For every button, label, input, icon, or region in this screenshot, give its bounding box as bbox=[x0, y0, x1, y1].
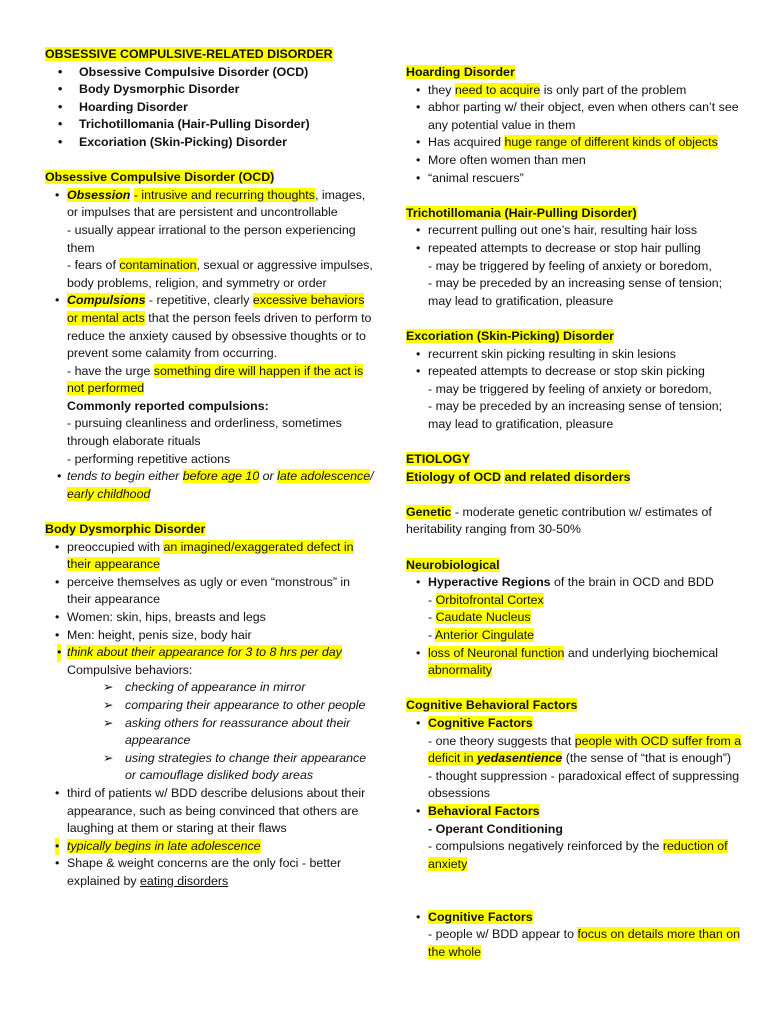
list-item: • Women: skin, hips, breasts and legs bbox=[45, 609, 375, 627]
list-item: • Has acquired huge range of different kinds of objects bbox=[406, 134, 746, 152]
hoarding-heading: Hoarding Disorder bbox=[406, 65, 515, 79]
list-item: • Excoriation (Skin-Picking) Disorder bbox=[45, 134, 375, 152]
list-item: • recurrent skin picking resulting in skin lesions bbox=[406, 346, 746, 364]
bullet-icon: • bbox=[416, 135, 421, 150]
bullet-icon: • bbox=[58, 117, 63, 132]
bdd-heading: Body Dysmorphic Disorder bbox=[45, 522, 206, 537]
bullet-icon: • bbox=[57, 469, 62, 484]
list-item: • Cognitive Factors - people w/ BDD appear to focus on details more than on the whole bbox=[416, 909, 741, 959]
list-item: • “animal rescuers” bbox=[406, 170, 746, 188]
bullet-icon: • bbox=[55, 187, 60, 202]
bullet-icon: • bbox=[57, 644, 61, 662]
arrow-bullet-icon: ➢ bbox=[103, 697, 114, 712]
bullet-icon: • bbox=[416, 223, 421, 238]
list-item: • Cognitive Factors - one theory suggests that people with OCD suffer from a deficit in yedasentience (the sense of “that is enough”) - thought suppression - paradoxical effect of suppressing obsessions bbox=[416, 715, 742, 801]
right-column bbox=[406, 64, 746, 961]
trichotillomania-heading: Trichotillomania (Hair-Pulling Disorder) bbox=[406, 205, 637, 220]
sub-list-item: ➢ asking others for reassurance about their appearance bbox=[103, 715, 351, 748]
bullet-icon: • bbox=[58, 134, 63, 149]
list-item: • Behavioral Factors - Operant Conditioning - compulsions negatively reinforced by the reduction of anxiety bbox=[416, 803, 728, 871]
list-item: • More often women than men bbox=[406, 152, 746, 170]
bullet-icon: • bbox=[416, 909, 421, 924]
bullet-icon: • bbox=[55, 838, 59, 856]
bullet-icon: • bbox=[416, 803, 421, 818]
list-item: • think about their appearance for 3 to 8 hrs per day Compulsive behaviors: bbox=[57, 645, 342, 677]
bullet-icon: • bbox=[55, 293, 60, 308]
neurobiological-heading: Neurobiological bbox=[406, 557, 500, 572]
sub-list-item: ➢ checking of appearance in mirror bbox=[45, 679, 375, 697]
list-item: • Hyperactive Regions of the brain in OCD and BDD - Orbitofrontal Cortex - Caudate Nucleus - Anterior Cingulate bbox=[416, 575, 714, 642]
bullet-icon: • bbox=[55, 785, 60, 800]
list-item: • abhor parting w/ their object, even when others can’t see any potential value in them bbox=[416, 100, 739, 132]
toc-list bbox=[45, 64, 375, 152]
genetic-paragraph: Genetic - moderate genetic contribution w/ estimates of heritability ranging from 30-50% bbox=[406, 504, 712, 537]
sub-text: - may be preceded by an increasing sense of tension; may lead to gratification, pleasure bbox=[428, 399, 723, 431]
obsession-item: • Obsession - intrusive and recurring thoughts, images, or impulses that are persistent and uncontrollable - usually appear irrational to the person experiencing them - fears of contamination, sexual or aggressive impulses, body problems, religion, and symmetry or order bbox=[55, 187, 373, 290]
bullet-icon: • bbox=[416, 645, 421, 660]
bullet-icon: • bbox=[416, 364, 421, 379]
sub-text: - may be preceded by an increasing sense of tension; may lead to gratification, pleasure bbox=[428, 276, 723, 308]
bullet-icon: • bbox=[58, 99, 63, 114]
list-item: • recurrent pulling out one’s hair, resulting hair loss bbox=[406, 222, 746, 240]
compulsion-item: • Compulsions - repetitive, clearly excessive behaviors or mental acts that the person feels driven to perform to reduce the anxiety caused by obsessive thoughts or to prevent some calamity from occurring. - have the urge something dire will happen if the act is not performed Commonly reported compulsions: - pursuing cleanliness and orderliness, sometimes through elaborate rituals - performing repetitive actions bbox=[55, 293, 372, 466]
list-item: • they need to acquire is only part of the problem bbox=[406, 82, 746, 100]
bullet-icon: • bbox=[416, 575, 421, 590]
bullet-icon: • bbox=[58, 64, 63, 79]
bullet-icon: • bbox=[416, 240, 421, 255]
bullet-icon: • bbox=[416, 152, 421, 167]
onset-item: • tends to begin either before age 10 or late adolescence/ early childhood bbox=[57, 469, 374, 501]
left-column bbox=[45, 46, 375, 891]
cbf-heading: Cognitive Behavioral Factors bbox=[406, 698, 578, 713]
list-item: • typically begins in late adolescence bbox=[45, 838, 375, 856]
list-item: • Trichotillomania (Hair-Pulling Disorder) bbox=[45, 116, 375, 134]
bullet-icon: • bbox=[416, 170, 421, 185]
bullet-icon: • bbox=[416, 715, 421, 730]
list-item: • perceive themselves as ugly or even “monstrous” in their appearance bbox=[55, 574, 351, 607]
etiology-heading: ETIOLOGY bbox=[406, 452, 471, 467]
bullet-icon: • bbox=[416, 346, 421, 361]
list-item: • repeated attempts to decrease or stop hair pulling - may be triggered by feeling of anxiety or boredom, bbox=[416, 240, 712, 273]
arrow-bullet-icon: ➢ bbox=[103, 680, 114, 695]
bullet-icon: • bbox=[58, 82, 63, 97]
doc-title: OBSESSIVE COMPULSIVE-RELATED DISORDER bbox=[45, 47, 333, 61]
list-item: • Obsessive Compulsive Disorder (OCD) bbox=[45, 64, 375, 82]
list-item: • repeated attempts to decrease or stop skin picking - may be triggered by feeling of anxiety or boredom, bbox=[416, 364, 712, 396]
ocd-heading: Obsessive Compulsive Disorder (OCD) bbox=[45, 170, 275, 185]
sub-list-item: ➢ using strategies to change their appearance or camouflage disliked body areas bbox=[103, 750, 367, 783]
bullet-icon: • bbox=[55, 539, 60, 554]
bullet-icon: • bbox=[55, 627, 60, 642]
arrow-bullet-icon: ➢ bbox=[103, 750, 114, 765]
bullet-icon: • bbox=[55, 610, 60, 624]
list-item: • Body Dysmorphic Disorder bbox=[45, 81, 375, 99]
bullet-icon: • bbox=[416, 82, 421, 97]
bullet-icon: • bbox=[55, 856, 60, 871]
list-item: • Hoarding Disorder bbox=[45, 99, 375, 117]
etiology-subheading: Etiology of OCD and related disorders bbox=[406, 469, 631, 484]
list-item: • third of patients w/ BDD describe delusions about their appearance, such as being convinced that others are laughing at them or staring at their flaws bbox=[55, 785, 366, 836]
list-item: • Men: height, penis size, body hair bbox=[45, 627, 375, 645]
arrow-bullet-icon: ➢ bbox=[103, 715, 114, 730]
list-item: • preoccupied with an imagined/exaggerated defect in their appearance bbox=[55, 539, 354, 572]
bullet-icon: • bbox=[416, 100, 421, 115]
excoriation-heading: Excoriation (Skin-Picking) Disorder bbox=[406, 328, 614, 343]
list-item: • Shape & weight concerns are the only foci - better explained by eating disorders bbox=[55, 856, 342, 888]
list-item: • loss of Neuronal function and underlying biochemical abnormality bbox=[416, 645, 718, 678]
sub-list-item: ➢ comparing their appearance to other people bbox=[45, 697, 375, 715]
bullet-icon: • bbox=[55, 574, 60, 589]
